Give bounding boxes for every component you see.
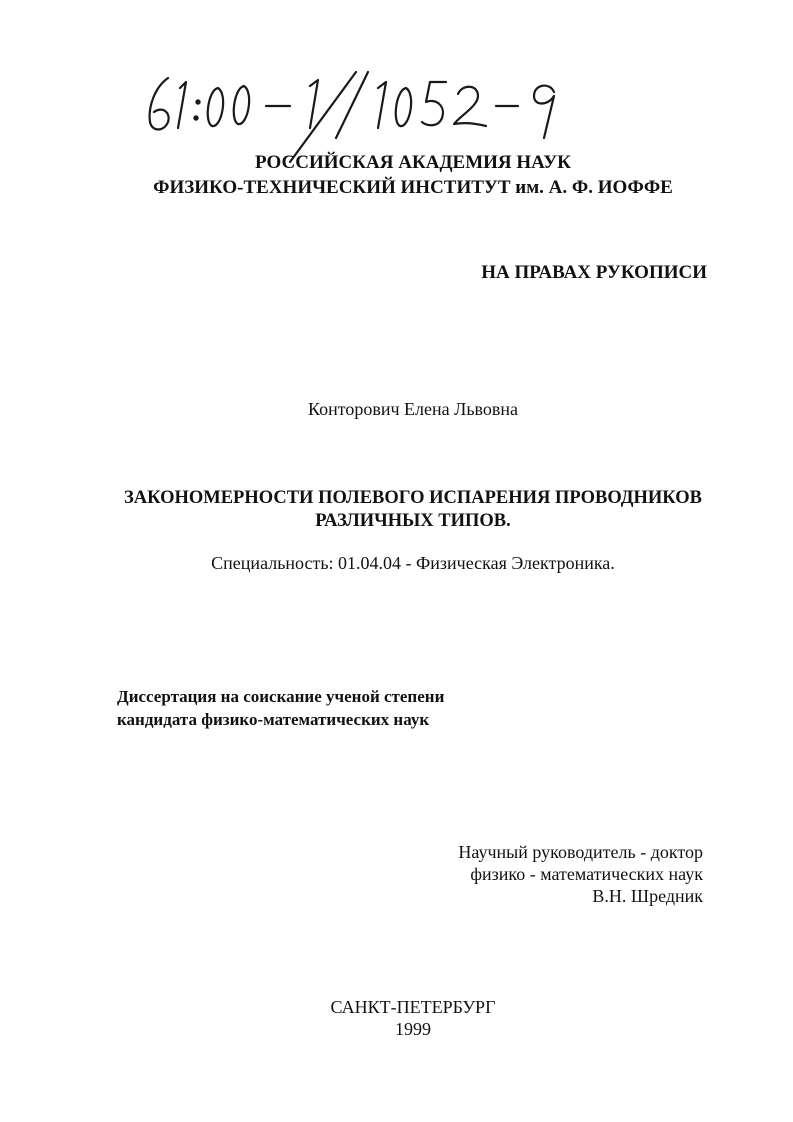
thesis-title-line-1: ЗАКОНОМЕРНОСТИ ПОЛЕВОГО ИСПАРЕНИЯ ПРОВОДНИКОВ [124,488,702,508]
institute-name: ФИЗИКО-ТЕХНИЧЕСКИЙ ИНСТИТУТ им. А. Ф. ИОФФЕ [153,177,673,198]
specialty: Специальность: 01.04.04 - Физическая Электроника. [211,553,615,573]
academy-name: РОССИЙСКАЯ АКАДЕМИЯ НАУК [255,152,571,173]
dissertation-degree-line-2: кандидата физико-математических наук [117,710,430,729]
handwritten-archive-code [140,66,600,166]
year: 1999 [395,1019,431,1039]
city: САНКТ-ПЕТЕРБУРГ [330,997,496,1017]
thesis-title-line-2: РАЗЛИЧНЫХ ТИПОВ. [315,511,511,531]
supervisor-line-1: Научный руководитель - доктор [458,842,703,862]
handwritten-code-drawing [140,66,600,166]
supervisor-name: В.Н. Шредник [592,886,703,906]
author-name: Конторович Елена Львовна [307,399,519,419]
manuscript-rights-note: НА ПРАВАХ РУКОПИСИ [481,262,707,283]
handwritten-code-text: 61:00-1/1052-9 [140,66,147,67]
dissertation-degree-line-1: Диссертация на соискание ученой степени [117,687,445,706]
supervisor-line-2: физико - математических наук [470,864,703,884]
